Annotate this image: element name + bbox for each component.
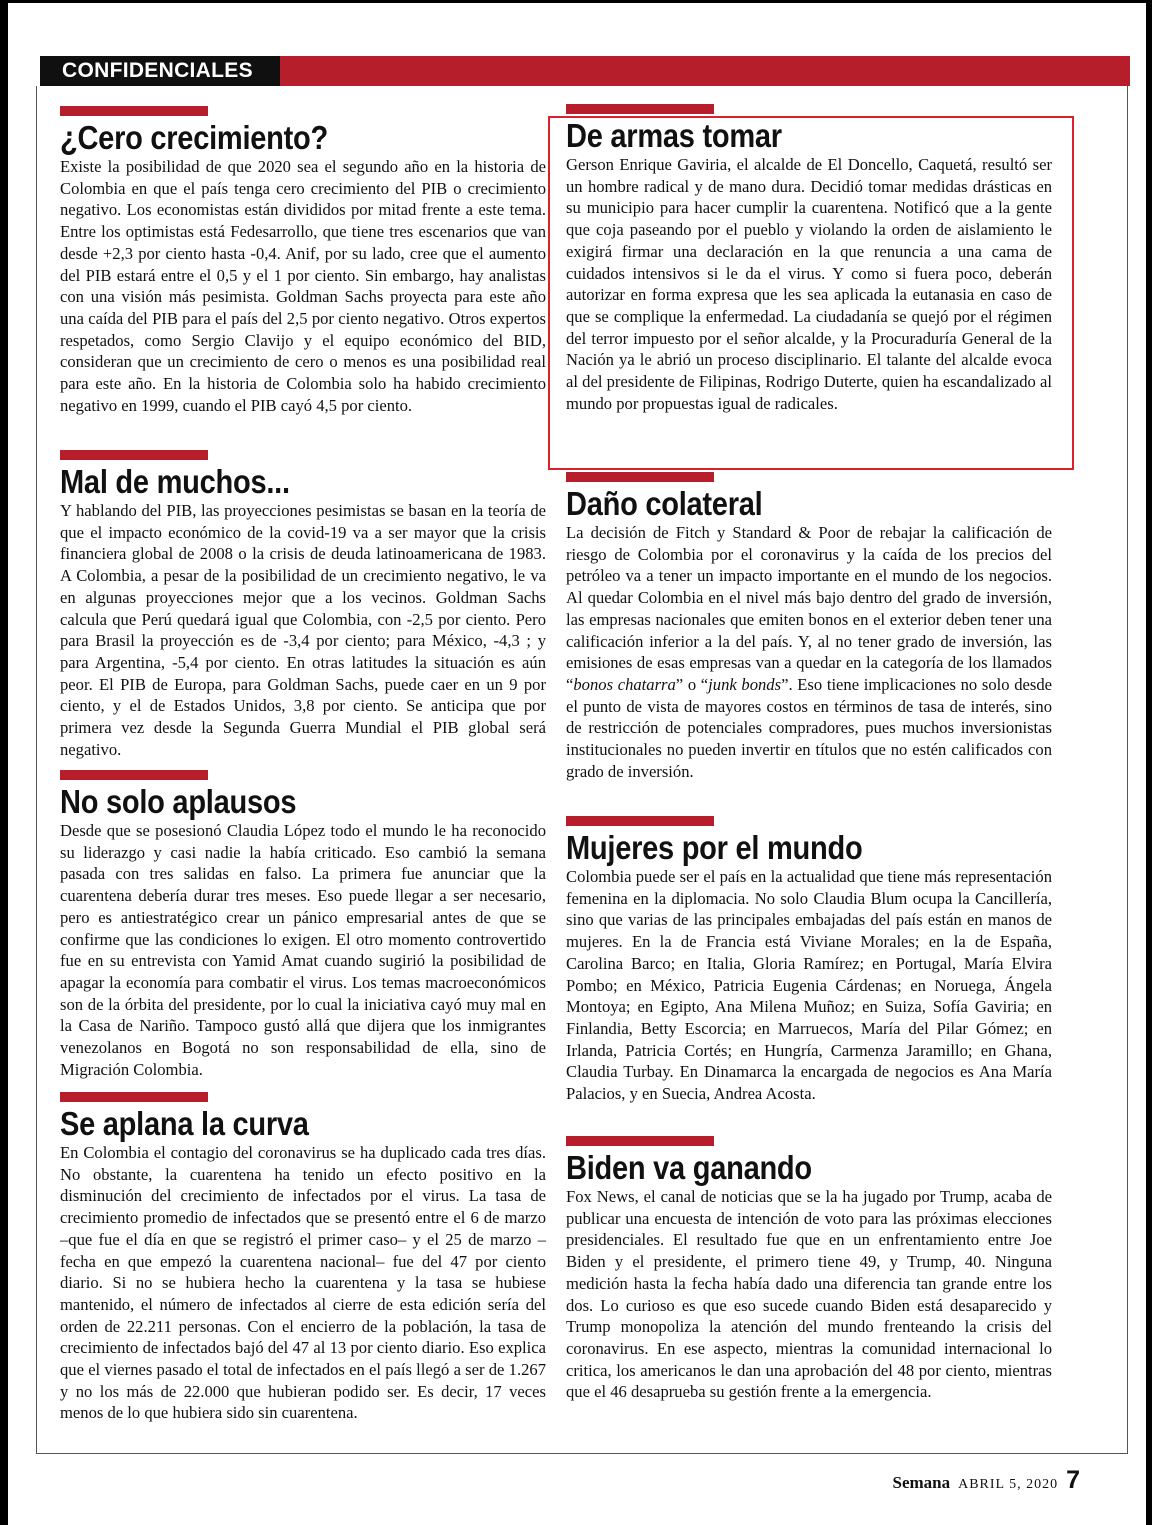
article-body: Y hablando del PIB, las proyecciones pesimistas se basan en la teoría de que el impacto económico de la covid-19 va a ser mayor que la crisis financiera global de 2008 o la crisis de deuda latinoamericana de 1983. A Colombia, a pesar de la posibilidad de un crecimiento negativo, le va en algunas proyecciones mejor que a los vecinos. Goldman Sachs calcula que Perú quedará igual que Colombia, con -2,5 por ciento. Pero para Brasil la proyección es de -3,4 por ciento; para México, -4,3 ; y para Argentina, -5,4 por ciento. En otras latitudes la situación es aún peor. El PIB de Europa, para Goldman Sachs, puede caer en un 9 por ciento, y el de Estados Unidos, 3,8 por ciento. Se anticipa que por primera vez desde la Segunda Guerra Mundial el PIB global será negativo. bbox=[60, 501, 546, 759]
red-rule bbox=[60, 450, 208, 460]
section-banner-bar bbox=[280, 56, 1130, 86]
scan-border-right bbox=[1146, 0, 1152, 1525]
article-se-aplana-la-curva bbox=[60, 1092, 546, 1424]
section-title: CONFIDENCIALES bbox=[40, 56, 280, 86]
article-body: Fox News, el canal de noticias que se la ha jugado por Trump, acaba de publicar una encuesta de intención de voto para las próximas elecciones presidenciales. El resultado fue que en un enfrentamiento entre Joe Biden y el presidente, el primero tiene 49, y Trump, 40. Ninguna medición hasta la fecha había dado una diferencia tan grande entre los dos. Lo curioso es que eso sucede cuando Biden está desaparecido y Trump monopoliza la atención del mundo frenteando la crisis del coronavirus. En ese aspecto, mientras la comunidad internacional lo critica, los americanos le dan una aprobación del 48 por ciento, mientras que el 46 desaprueba su gestión frente a la emergencia. bbox=[566, 1187, 1052, 1402]
red-rule bbox=[566, 104, 714, 114]
article-biden-va-ganando bbox=[566, 1136, 1052, 1403]
scan-border-left bbox=[0, 0, 8, 1525]
article-mal-de-muchos bbox=[60, 450, 546, 760]
footer-brand: Semana bbox=[892, 1473, 951, 1492]
red-rule bbox=[566, 1136, 714, 1146]
red-rule bbox=[566, 816, 714, 826]
italic-term: junk bonds bbox=[708, 674, 782, 694]
article-headline: Se aplana la curva bbox=[60, 1105, 309, 1142]
red-rule bbox=[60, 770, 208, 780]
article-mujeres-por-el-mundo bbox=[566, 816, 1052, 1105]
article-headline: De armas tomar bbox=[566, 117, 782, 154]
article-body bbox=[566, 522, 1052, 782]
page-number: 7 bbox=[1066, 1466, 1080, 1494]
article-cero-crecimiento bbox=[60, 106, 546, 416]
section-banner bbox=[40, 56, 1130, 86]
article-body: Existe la posibilidad de que 2020 sea el segundo año en la historia de Colombia en que el país tenga cero crecimiento del PIB o crecimiento negativo. Los economistas están divididos por mitad frente a este tema. Entre los optimistas está Fedesarrollo, que tiene tres escenarios que van desde +2,3 por ciento hasta -0,4. Anif, por su lado, cree que el aumento del PIB estará entre el 0,5 y el 1 por ciento. Sin embargo, hay analistas con una visión más pesimista. Goldman Sachs proyecta para este año una caída del PIB para el país del 2,5 por ciento negativo. Otros expertos respetados, como Sergio Clavijo y el equipo económico del BID, consideran que un crecimiento de cero o menos es una posibilidad real para este año. En la historia de Colombia solo ha habido crecimiento negativo en 1999, cuando el PIB cayó 4,5 por ciento. bbox=[60, 157, 546, 415]
article-headline: Mal de muchos... bbox=[60, 463, 290, 500]
red-rule bbox=[60, 1092, 208, 1102]
article-body: Colombia puede ser el país en la actualidad que tiene más representación femenina en la diplomacia. No solo Claudia Blum ocupa la Cancillería, sino que varias de las principales embajadas del país están en manos de mujeres. En la de Francia está Viviane Morales; en la de España, Carolina Barco; en Italia, Gloria Ramírez; en Portugal, María Elvira Pombo; en México, Patricia Eugenia Cárdenas; en Noruega, Ángela Montoya; en Egipto, Ana Milena Muñoz; en Suiza, Sofía Gaviria; en Finlandia, Betty Escorcia; en Marruecos, María del Pilar Gómez; en Irlanda, Patricia Cortés; en Hungría, Carmenza Jaramillo; en Ghana, Claudia Turbay. En Dinamarca la encargada de negocios es Ana María Palacios, y en Suecia, Andrea Acosta. bbox=[566, 867, 1052, 1104]
italic-term: bonos chatarra bbox=[573, 674, 676, 694]
article-dano-colateral bbox=[566, 472, 1052, 782]
article-no-solo-aplausos bbox=[60, 770, 546, 1080]
red-rule bbox=[60, 106, 208, 116]
red-rule bbox=[566, 472, 714, 482]
body-text: ” o “ bbox=[675, 674, 709, 694]
article-headline: Daño colateral bbox=[566, 485, 763, 522]
article-body: En Colombia el contagio del coronavirus se ha duplicado cada tres días. No obstante, la cuarentena ha tenido un efecto positivo en la disminución del crecimiento de infectados por el virus. La tasa de crecimiento promedio de infectados que se presentó entre el 6 de marzo –que fue el día en que se registró el primer caso– y el 25 de marzo –fecha en que empezó la cuarentena nacional– fue del 47 por ciento diario. Si no se hubiera hecho la cuarentena y la tasa se hubiese mantenido, el número de infectados al cierre de esta edición sería del orden de 22.211 personas. Con el encierro de la población, la tasa de crecimiento de infectados bajó del 47 al 13 por ciento diario. Eso explica que el viernes pasado el total de infectados en el país llegó a ser de 1.267 y no los más de 22.000 que hubieran podido ser. Es decir, 17 veces menos de lo que hubiera sido sin cuarentena. bbox=[60, 1143, 546, 1423]
footer-date: ABRIL 5, 2020 bbox=[958, 1477, 1059, 1492]
article-body: Desde que se posesionó Claudia López todo el mundo le ha reconocido su liderazgo y casi nadie la había criticado. Eso cambió la semana pasada con tres salidas en falso. La primera fue anunciar que la cuarentena debería durar tres meses. Eso puede llegar a ser necesario, pero es antiestratégico crear un pánico empresarial antes de que se confirme que las condiciones lo exigen. El otro momento controvertido fue en su entrevista con Yamid Amat cuando sugirió la posibilidad de apagar la economía para combatir el virus. Los temas macroeconómicos son de la órbita del presidente, por lo cual la iniciativa cayó muy mal en la Casa de Nariño. Tampoco gustó allá que dijera que los inmigrantes venezolanos en Bogotá no son responsabilidad de ella, sino de Migración Colombia. bbox=[60, 821, 546, 1079]
article-headline: Mujeres por el mundo bbox=[566, 829, 863, 866]
article-headline: ¿Cero crecimiento? bbox=[60, 119, 328, 156]
article-body: Gerson Enrique Gaviria, el alcalde de El Doncello, Caquetá, resultó ser un hombre radical y de mano dura. Decidió tomar medidas drásticas en su municipio para hacer cumplir la cuarentena. Notificó que a la gente que coja paseando por el pueblo y violando la orden de aislamiento le exigirá firmar una declaración en la que renuncia a una cama de cuidados intensivos si le da el virus. Y como si fuera poco, deberán autorizar en forma expresa que les sea aplicada la eutanasia en caso de que se complique la enfermedad. La ciudadanía se quejó por el régimen del terror impuesto por el señor alcalde, y la Procuraduría General de la Nación ya le abrió un proceso disciplinario. El talante del alcalde evoca al del presidente de Filipinas, Rodrigo Duterte, quien ha escandalizado al mundo por propuestas igual de radicales. bbox=[566, 155, 1052, 413]
article-de-armas-tomar bbox=[566, 104, 1052, 414]
article-headline: No solo aplausos bbox=[60, 783, 297, 820]
article-headline: Biden va ganando bbox=[566, 1149, 812, 1186]
scan-border-top bbox=[0, 0, 1152, 3]
body-text: ”. Eso tiene implicaciones no solo desde el punto de vista de mayores costos en términos de tasa de interés, sino de restricción de potenciales compradores, pues muchos inversionistas institucionales no pueden invertir en títulos que no estén calificados con grado de inversión. bbox=[566, 674, 1052, 781]
page-footer bbox=[850, 1466, 1080, 1496]
body-text: La decisión de Fitch y Standard & Poor de rebajar la calificación de riesgo de Colombia por el coronavirus y la caída de los precios del petróleo va a tener un impacto importante en el mundo de los negocios. Al quedar Colombia en el nivel más bajo dentro del grado de inversión, las empresas nacionales que emiten bonos en el exterior deben tener una calificación inferior a la del país. Y, al no tener grado de inversión, las emisiones de esas empresas van a quedar en la categoría de los llamados “ bbox=[566, 523, 1052, 694]
